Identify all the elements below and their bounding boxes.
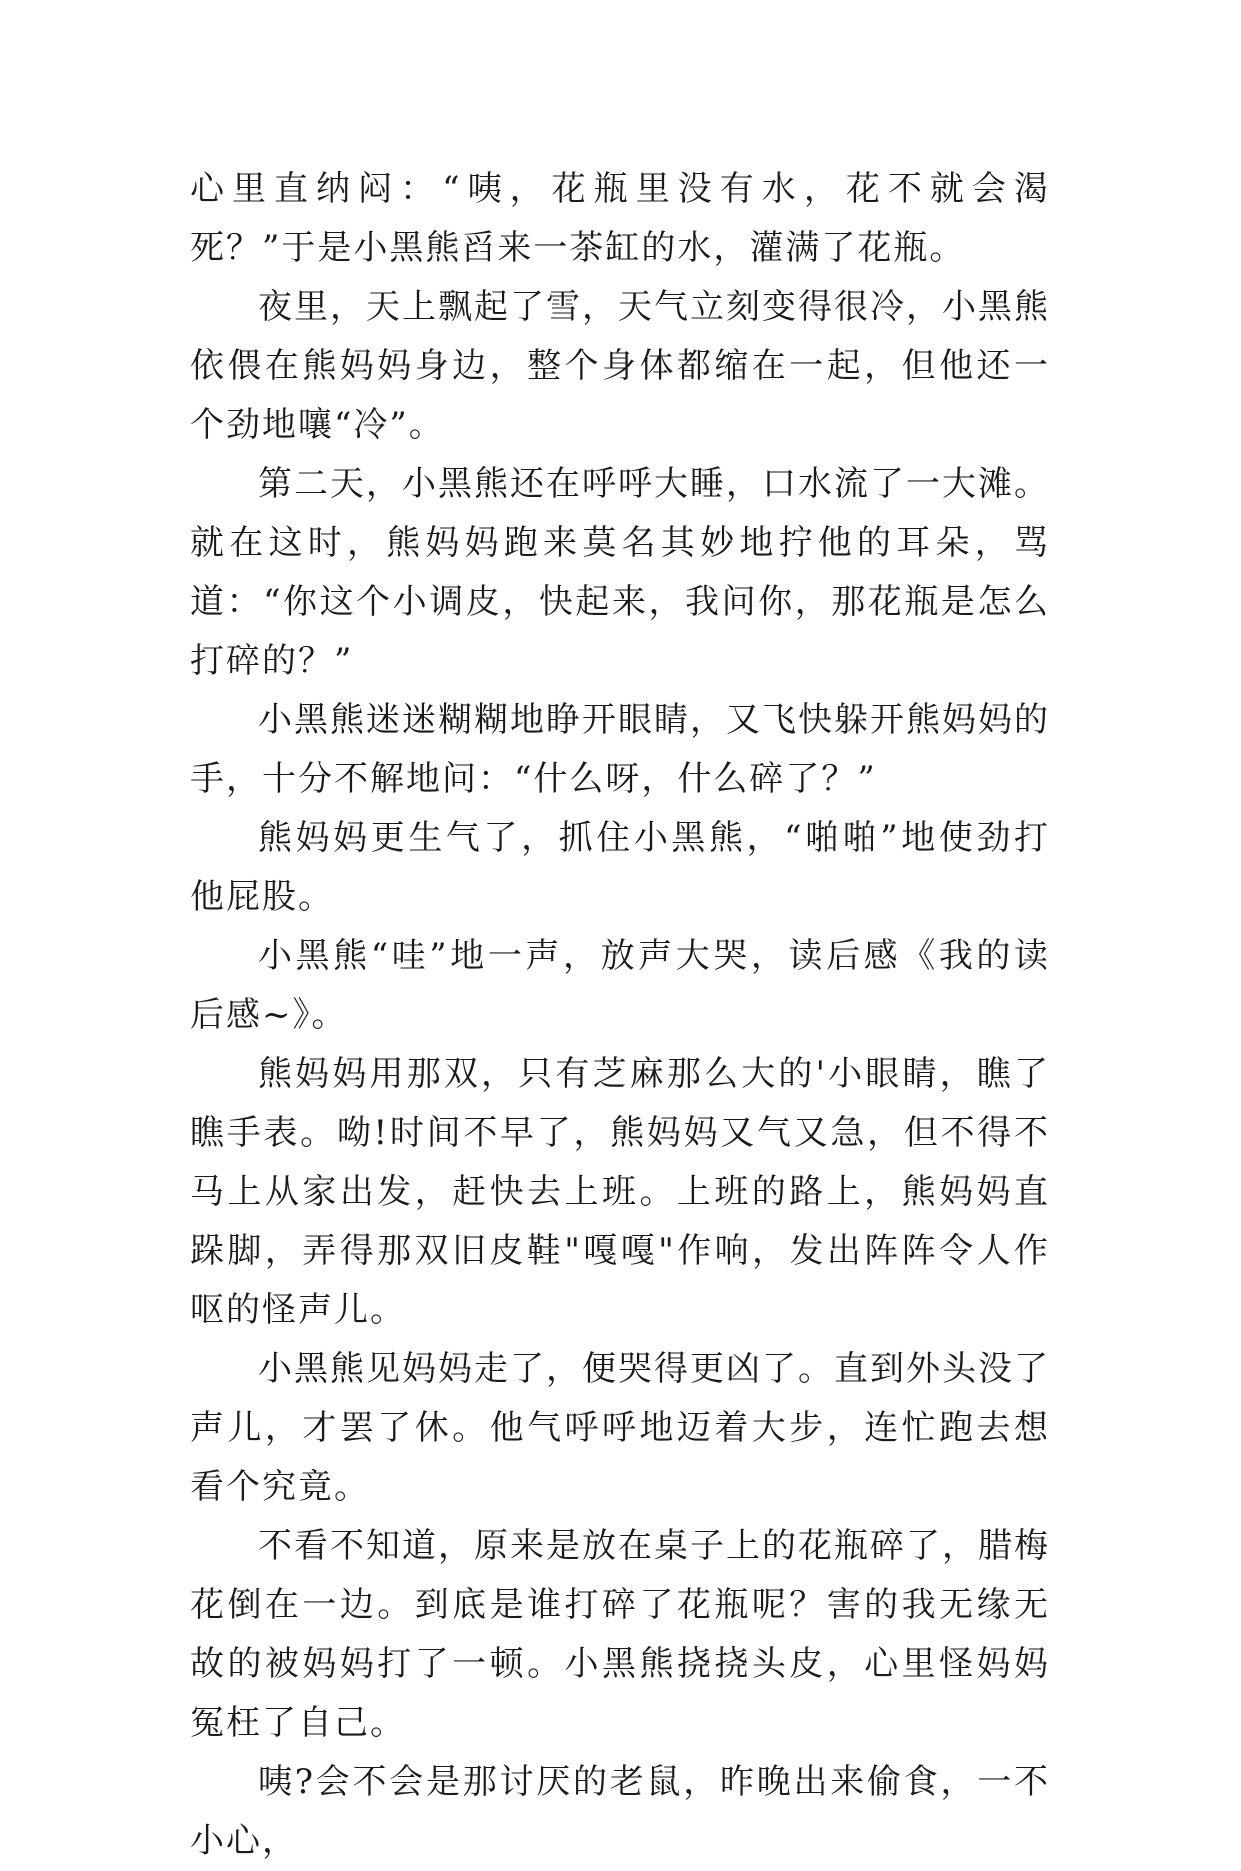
paragraph: 小黑熊迷迷糊糊地睁开眼睛，又飞快躲开熊妈妈的手，十分不解地问：“什么呀，什么碎了？”	[190, 700, 1050, 799]
paragraph: 不看不知道，原来是放在桌子上的花瓶碎了，腊梅花倒在一边。到底是谁打碎了花瓶呢？害的我无缘无故的被妈妈打了一顿。小黑熊挠挠头皮，心里怪妈妈冤枉了自己。	[190, 1526, 1050, 1743]
paragraph: 小黑熊“哇”地一声，放声大哭，读后感《我的读后感~》。	[190, 936, 1050, 1035]
paragraph: 夜里，天上飘起了雪，天气立刻变得很冷，小黑熊依偎在熊妈妈身边，整个身体都缩在一起，但他还一个劲地嚷“冷”。	[190, 287, 1050, 445]
paragraph: 小黑熊见妈妈走了，便哭得更凶了。直到外头没了声儿，才罢了休。他气呼呼地迈着大步，连忙跑去想看个究竟。	[190, 1349, 1050, 1507]
paragraph: 咦?会不会是那讨厌的老鼠，昨晚出来偷食，一不小心，	[190, 1762, 1050, 1861]
paragraph: 熊妈妈用那双，只有芝麻那么大的'小眼睛，瞧了瞧手表。呦!时间不早了，熊妈妈又气又急，但不得不马上从家出发，赶快去上班。上班的路上，熊妈妈直跺脚，弄得那双旧皮鞋"嘎嘎"作响，发出阵阵令人作呕的怪声儿。	[190, 1054, 1050, 1330]
paragraph: 心里直纳闷：“咦，花瓶里没有水，花不就会渴死？”于是小黑熊舀来一茶缸的水，灌满了花瓶。	[190, 169, 1050, 268]
paragraph: 熊妈妈更生气了，抓住小黑熊，“啪啪”地使劲打他屁股。	[190, 818, 1050, 917]
paragraph: 第二天，小黑熊还在呼呼大睡，口水流了一大滩。就在这时，熊妈妈跑来莫名其妙地拧他的耳朵，骂道：“你这个小调皮，快起来，我问你，那花瓶是怎么打碎的？”	[190, 464, 1050, 681]
document-body	[190, 160, 1050, 1871]
